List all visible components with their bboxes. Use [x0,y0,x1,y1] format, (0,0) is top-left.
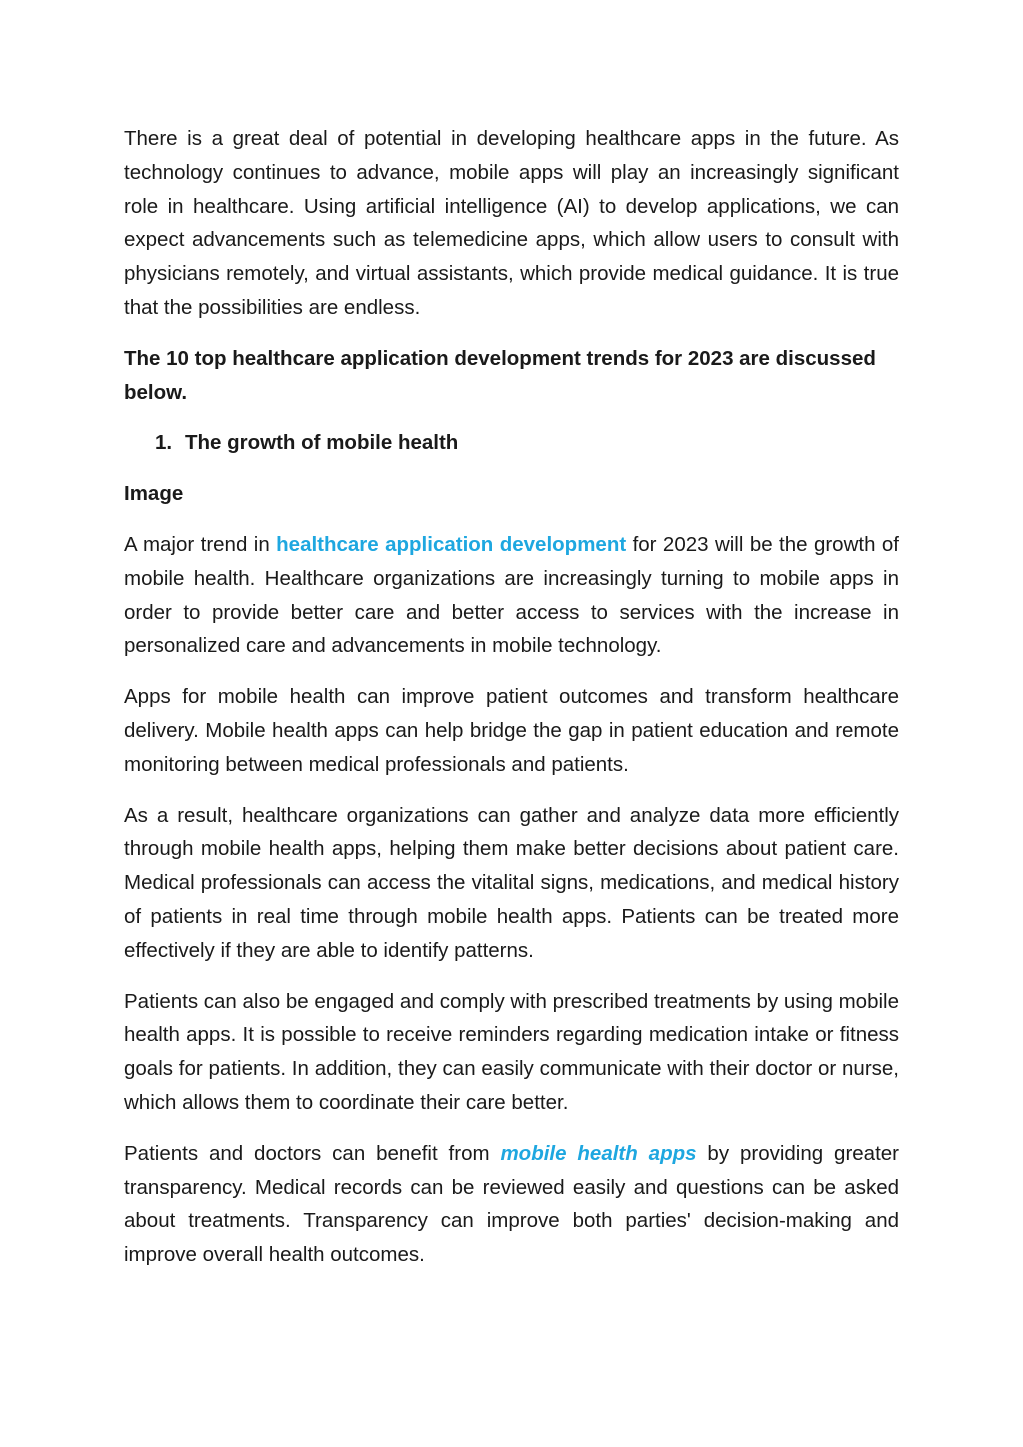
paragraph-outcomes: Apps for mobile health can improve patient outcomes and transform healthcare delivery. Mobile health apps can help bridge the gap in patient education and remote monitoring between medical professionals and patients. [124,685,899,776]
paragraph-text: A major trend in [124,532,277,556]
paragraph-major-trend [124,528,899,663]
healthcare-app-development-link[interactable]: healthcare application development [276,532,627,556]
image-placeholder-label: Image [124,482,184,506]
paragraph-engaged: Patients can also be engaged and comply with prescribed treatments by using mobile health apps. It is possible to receive reminders regarding medication intake or fitness goals for patients. In addition, they can easily communicate with their doctor or nurse, which allows them to coordinate their care better. [124,989,899,1114]
list-item-growth-mobile-health [155,426,899,460]
list-item-number: 1. [155,431,173,455]
list-item-title: The growth of mobile health [185,431,459,455]
document-page [124,122,899,1289]
paragraph-transparency [124,1137,899,1272]
paragraph-result: As a result, healthcare organizations can gather and analyze data more efficiently through mobile health apps, helping them make better decisions about patient care. Medical professionals can access the vitalital signs, medications, and medical history of patients in real time through mobile health apps. Patients can be treated more effectively if they are able to identify patterns. [124,803,899,962]
trends-heading: The 10 top healthcare application development trends for 2023 are discussed below. [124,346,876,404]
intro-paragraph: There is a great deal of potential in developing healthcare apps in the future. As technology continues to advance, mobile apps will play an increasingly significant role in healthcare. Using artificial intelligence (AI) to develop applications, we can expect advancements such as telemedicine apps, which allow users to consult with physicians remotely, and virtual assistants, which provide medical guidance. It is true that the possibilities are endless. [124,127,899,319]
paragraph-text: Patients and doctors can benefit from [124,1141,501,1165]
paragraph-text: for 2023 will be the growth of mobile health. Healthcare organizations are increasingly turning to mobile apps in order to provide better care and better access to services with the increase in personalized care and advancements in mobile technology. [124,532,899,658]
mobile-health-apps-link[interactable]: mobile health apps [500,1141,697,1165]
paragraph-text: by providing greater transparency. Medical records can be reviewed easily and questions can be asked about treatments. Transparency can improve both parties' decision-making and improve overall health outcomes. [124,1141,900,1267]
